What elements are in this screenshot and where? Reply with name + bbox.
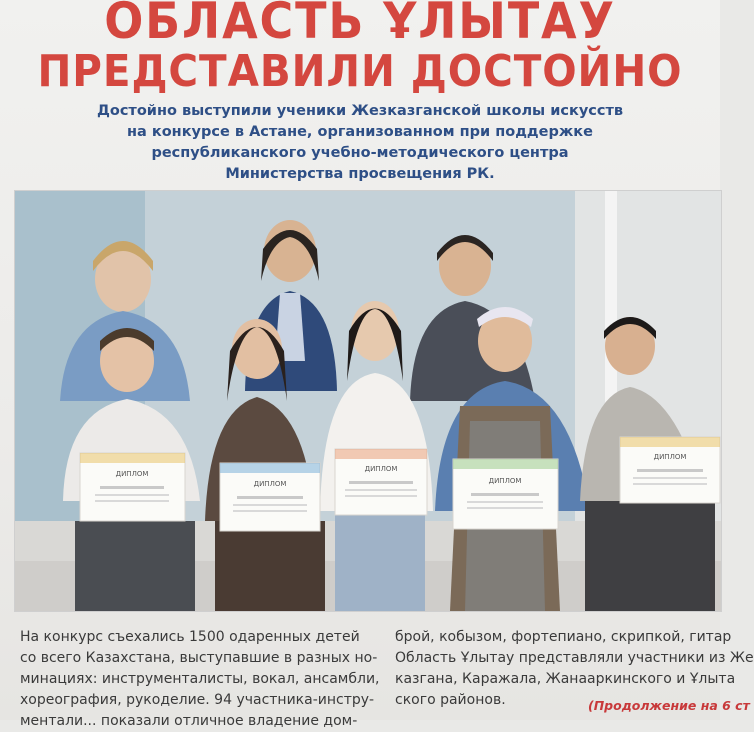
diploma-1	[80, 453, 185, 521]
diploma-heading: ДИПЛОМ	[253, 480, 287, 488]
diploma-5	[620, 437, 720, 503]
column-line: брой, кобызом, фортепиано, скрипкой, гитар	[395, 629, 732, 645]
diploma-heading: ДИПЛОМ	[364, 465, 398, 473]
column-line: хореография, рукоделие. 94 участника-инстру-	[20, 692, 375, 708]
lead-line: Достойно выступили ученики Жезказганской школы искусств	[96, 103, 624, 119]
article-column-1	[20, 627, 380, 732]
headline-line-2: ПРЕДСТАВИЛИ ДОСТОЙНО	[37, 46, 683, 97]
lead-line: республиканского учебно-методического центра	[151, 145, 569, 161]
continuation-note: (Продолжение на 6 ст	[588, 698, 750, 713]
diploma-2	[220, 463, 320, 531]
diploma-4	[453, 459, 558, 529]
column-line: со всего Казахстана, выступавшие в разных но-	[20, 650, 378, 666]
group-photo	[14, 190, 722, 612]
column-line: минациях: инструменталисты, вокал, ансамбли,	[20, 671, 380, 687]
diploma-heading: ДИПЛОМ	[115, 470, 149, 478]
column-line: На конкурс съехались 1500 одаренных детей	[20, 629, 360, 645]
headline-line-1: ОБЛАСТЬ ҰЛЫТАУ	[104, 0, 616, 50]
column-line: ского районов.	[395, 692, 506, 708]
lead-line: на конкурсе в Астане, организованном при поддержке	[127, 124, 593, 140]
column-line: Область Ұлытау представляли участники из Же	[395, 650, 754, 666]
article-lead	[60, 101, 660, 185]
column-line: казгана, Каражала, Жанааркинского и Ұлыта	[395, 671, 736, 687]
diploma-3	[335, 449, 427, 515]
diploma-heading: ДИПЛОМ	[488, 477, 522, 485]
lead-line: Министерства просвещения РК.	[225, 166, 495, 182]
column-line: ментали... показали отличное владение дом-	[20, 713, 358, 729]
diploma-heading: ДИПЛОМ	[653, 453, 687, 461]
